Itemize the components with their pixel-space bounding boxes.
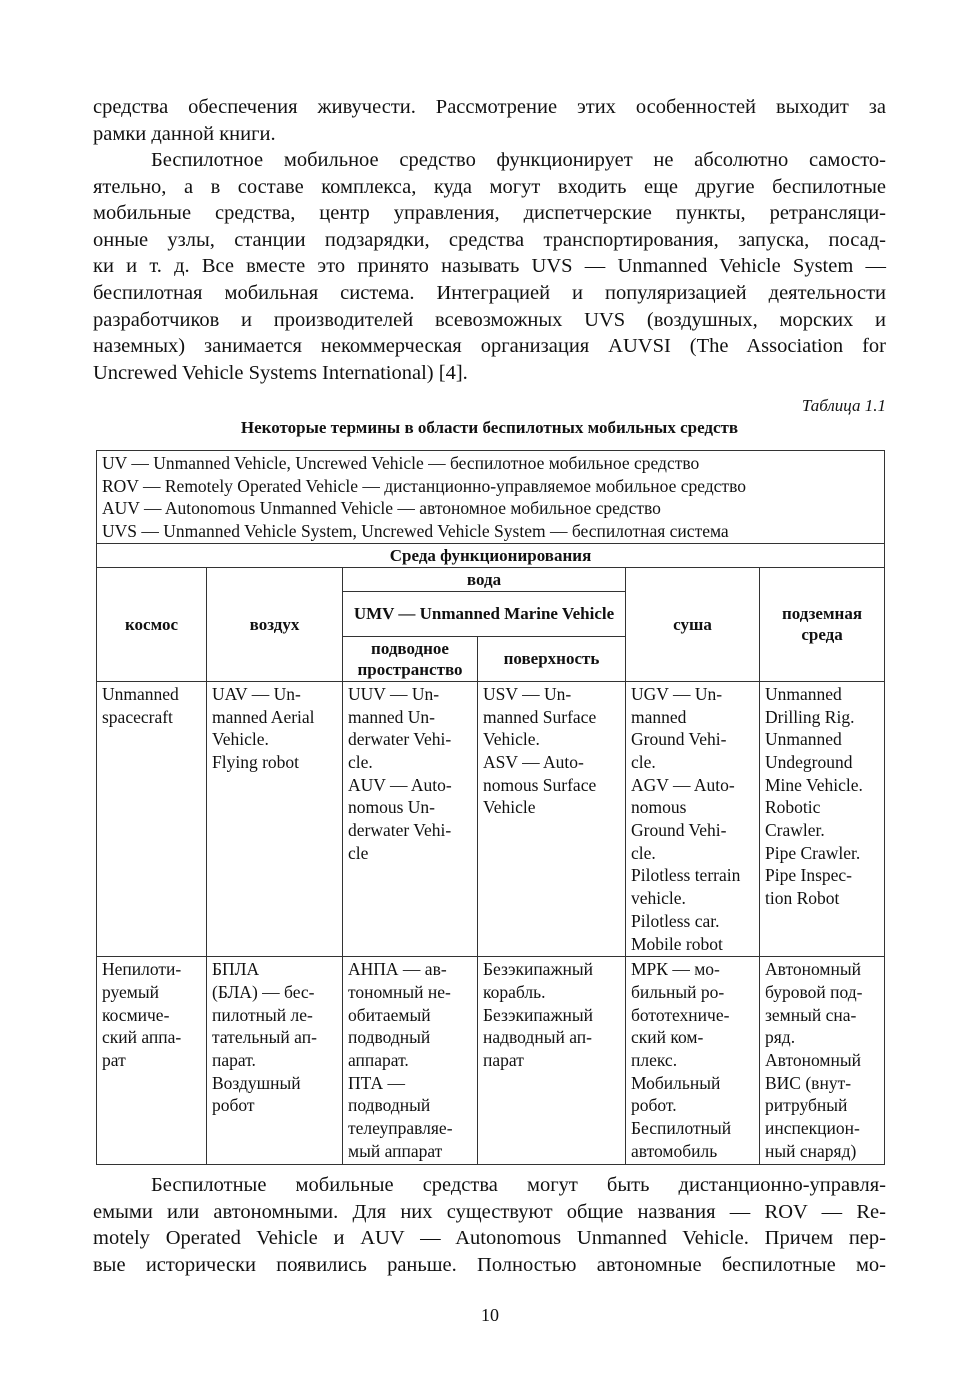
cell-line: Undeground — [765, 751, 853, 772]
paragraph-rov-auv — [93, 1172, 886, 1278]
cell-line: Vehicle. — [483, 729, 540, 750]
cell-line: Pipe Inspec- — [765, 865, 852, 886]
definition-line: UVS — Unmanned Vehicle System, Uncrewed Vehicle System — беспилотная система — [102, 521, 729, 542]
text-line: вые исторически появились раньше. Полностью автономные беспилотные мо- — [93, 1253, 886, 1276]
cell-line: ский ком- — [631, 1027, 704, 1048]
cell-line: Безэкипажный — [483, 1004, 594, 1025]
cell-line: ритрубный — [765, 1095, 848, 1116]
text-line: беспилотная мобильная система. Интеграцией и популяризацией деятельности — [93, 281, 886, 304]
header-air: воздух — [207, 567, 343, 681]
english-terms-row — [97, 681, 885, 956]
cell-en-air — [207, 681, 343, 956]
cell-line: телеуправляе- — [348, 1118, 453, 1139]
cell-line: nomous — [631, 797, 687, 818]
cell-line: АНПА — ав- — [348, 959, 447, 980]
cell-line: derwater Vehi- — [348, 820, 452, 841]
cell-line: Беспилотный — [631, 1118, 732, 1139]
cell-line: тономный не- — [348, 981, 451, 1002]
cell-en-land — [626, 681, 760, 956]
cell-line: Pilotless terrain — [631, 865, 741, 886]
cell-en-surface — [478, 681, 626, 956]
cell-line: плекс. — [631, 1050, 678, 1071]
cell-line: UUV — Un- — [348, 683, 440, 704]
header-underground: подземная среда — [760, 567, 885, 681]
cell-line: бильный ро- — [631, 981, 725, 1002]
definitions-row — [97, 451, 885, 544]
paragraph-continuation — [93, 94, 886, 147]
cell-line: cle. — [348, 751, 373, 772]
cell-line: nomous Un- — [348, 797, 436, 818]
cell-line: Crawler. — [765, 820, 825, 841]
cell-line: Безэкипажный — [483, 959, 594, 980]
definition-line: AUV — Autonomous Unmanned Vehicle — автономное мобильное средство — [102, 498, 661, 519]
cell-line: Mine Vehicle. — [765, 774, 863, 795]
cell-line: spacecraft — [102, 706, 173, 727]
cell-line: Непилоти- — [102, 959, 182, 980]
cell-line: Мобильный — [631, 1072, 721, 1093]
header-underwater: подводное пространство — [343, 636, 478, 681]
paragraph-uvs — [93, 147, 886, 386]
cell-line: мый аппарат — [348, 1140, 443, 1161]
cell-line: Mobile robot — [631, 933, 723, 954]
cell-line: Pipe Crawler. — [765, 842, 861, 863]
cell-line: Ground Vehi- — [631, 820, 727, 841]
cell-line: manned Surface — [483, 706, 597, 727]
cell-line: Автономный — [765, 959, 861, 980]
cell-line: tion Robot — [765, 888, 840, 909]
cell-line: буровой под- — [765, 981, 863, 1002]
text-line: ятельно, а в составе комплекса, куда могут входить еще другие беспилотные — [93, 175, 886, 198]
cell-line: ПТА — — [348, 1072, 405, 1093]
cell-line: manned — [631, 706, 687, 727]
cell-line: Robotic — [765, 797, 821, 818]
cell-line: надводный ап- — [483, 1027, 592, 1048]
cell-line: аппарат. — [348, 1050, 409, 1071]
cell-line: Ground Vehi- — [631, 729, 727, 750]
cell-line: автомобиль — [631, 1140, 718, 1161]
cell-line: руемый — [102, 981, 160, 1002]
russian-terms-row — [97, 957, 885, 1164]
text-line: Беспилотное мобильное средство функционирует не абсолютно самосто- — [151, 149, 886, 171]
text-line: Uncrewed Vehicle Systems International) [4]. — [93, 361, 468, 384]
terms-table — [96, 450, 885, 1165]
text-line: motely Operated Vehicle и AUV — Autonomous Unmanned Vehicle. Причем пер- — [93, 1227, 886, 1250]
cell-ru-underwater — [343, 957, 478, 1164]
cell-line: USV — Un- — [483, 683, 572, 704]
cell-ru-space — [97, 957, 207, 1164]
cell-line: cle — [348, 842, 369, 863]
cell-line: робот — [212, 1095, 255, 1116]
cell-line: manned Aerial — [212, 706, 315, 727]
header-space: космос — [97, 567, 207, 681]
cell-ru-surface — [478, 957, 626, 1164]
cell-line: ный снаряд) — [765, 1140, 857, 1161]
text-line: емыми или автономными. Для них существуют общие названия — ROV — Re- — [93, 1200, 886, 1223]
cell-line: земный сна- — [765, 1004, 857, 1025]
cell-line: подводный — [348, 1095, 431, 1116]
cell-line: ВИС (внут- — [765, 1072, 852, 1093]
header-umv: UMV — Unmanned Marine Vehicle — [343, 591, 626, 636]
cell-line: парат — [483, 1050, 524, 1071]
environment-header: Среда функционирования — [97, 543, 885, 567]
table-title: Некоторые термины в области беспилотных мобильных средств — [240, 418, 739, 437]
cell-line: Воздушный — [212, 1072, 301, 1093]
cell-line: рат — [102, 1050, 126, 1071]
cell-line: Unmanned — [765, 729, 842, 750]
header-water: вода — [343, 567, 626, 591]
cell-line: cle. — [631, 751, 656, 772]
cell-line: AUV — Auto- — [348, 774, 452, 795]
header-surface: поверхность — [478, 636, 626, 681]
cell-line: ский аппа- — [102, 1027, 182, 1048]
cell-line: ряд. — [765, 1027, 796, 1048]
cell-line: тательный ап- — [212, 1027, 317, 1048]
cell-line: ASV — Auto- — [483, 751, 584, 772]
cell-ru-underground — [760, 957, 885, 1164]
cell-line: (БЛА) — бес- — [212, 981, 315, 1002]
cell-line: Unmanned — [102, 683, 179, 704]
cell-line: робот. — [631, 1095, 677, 1116]
text-line: ки и т. д. Все вместе это принято называть UVS — Unmanned Vehicle System — — [93, 255, 886, 278]
cell-line: Pilotless car. — [631, 910, 720, 931]
cell-en-space — [97, 681, 207, 956]
text-line: онные узлы, станции подзарядки, средства транспортирования, запуска, посад- — [93, 228, 886, 251]
environment-header-row — [97, 543, 885, 567]
cell-line: космиче- — [102, 1004, 170, 1025]
cell-line: nomous Surface — [483, 774, 597, 795]
cell-line: инспекцион- — [765, 1118, 860, 1139]
cell-line: бототехниче- — [631, 1004, 730, 1025]
cell-line: AGV — Auto- — [631, 774, 735, 795]
cell-line: UGV — Un- — [631, 683, 723, 704]
cell-en-underground — [760, 681, 885, 956]
text-line: мобильные средства, центр управления, диспетчерские пункты, ретрансляци- — [93, 202, 886, 225]
text-line: наземных) занимается некоммерческая организация AUVSI (The Association for — [93, 335, 886, 358]
cell-ru-air — [207, 957, 343, 1164]
cell-line: пилотный ле- — [212, 1004, 313, 1025]
cell-line: БПЛА — [212, 959, 260, 980]
table-label: Таблица 1.1 — [801, 396, 886, 415]
cell-line: Flying robot — [212, 751, 300, 772]
cell-ru-land — [626, 957, 760, 1164]
cell-line: подводный — [348, 1027, 431, 1048]
cell-line: manned Un- — [348, 706, 435, 727]
cell-line: обитаемый — [348, 1004, 431, 1025]
header-land: суша — [626, 567, 760, 681]
text-line: рамки данной книги. — [93, 122, 276, 145]
cell-line: Vehicle — [483, 797, 536, 818]
cell-line: cle. — [631, 842, 656, 863]
cell-line: Vehicle. — [212, 729, 269, 750]
cell-line: парат. — [212, 1050, 256, 1071]
cell-line: UAV — Un- — [212, 683, 301, 704]
cell-line: Unmanned — [765, 683, 842, 704]
page-number: 10 — [481, 1305, 499, 1325]
cell-line: корабль. — [483, 981, 546, 1002]
cell-line: МРК — мо- — [631, 959, 720, 980]
cell-line: Автономный — [765, 1050, 861, 1071]
text-line: средства обеспечения живучести. Рассмотрение этих особенностей выходит за — [93, 96, 886, 118]
definitions-cell — [97, 451, 885, 544]
cell-line: vehicle. — [631, 888, 686, 909]
header-row-1 — [97, 567, 885, 591]
cell-en-underwater — [343, 681, 478, 956]
definition-line: ROV — Remotely Operated Vehicle — дистанционно-управляемое мобильное средство — [102, 475, 746, 496]
text-line: разработчиков и производителей всевозможных UVS (воздушных, морских и — [93, 308, 886, 331]
cell-line: derwater Vehi- — [348, 729, 452, 750]
definition-line: UV — Unmanned Vehicle, Uncrewed Vehicle — беспилотное мобильное средство — [102, 453, 700, 473]
text-line: Беспилотные мобильные средства могут быть дистанционно-управля- — [151, 1174, 886, 1196]
cell-line: Drilling Rig. — [765, 706, 855, 727]
